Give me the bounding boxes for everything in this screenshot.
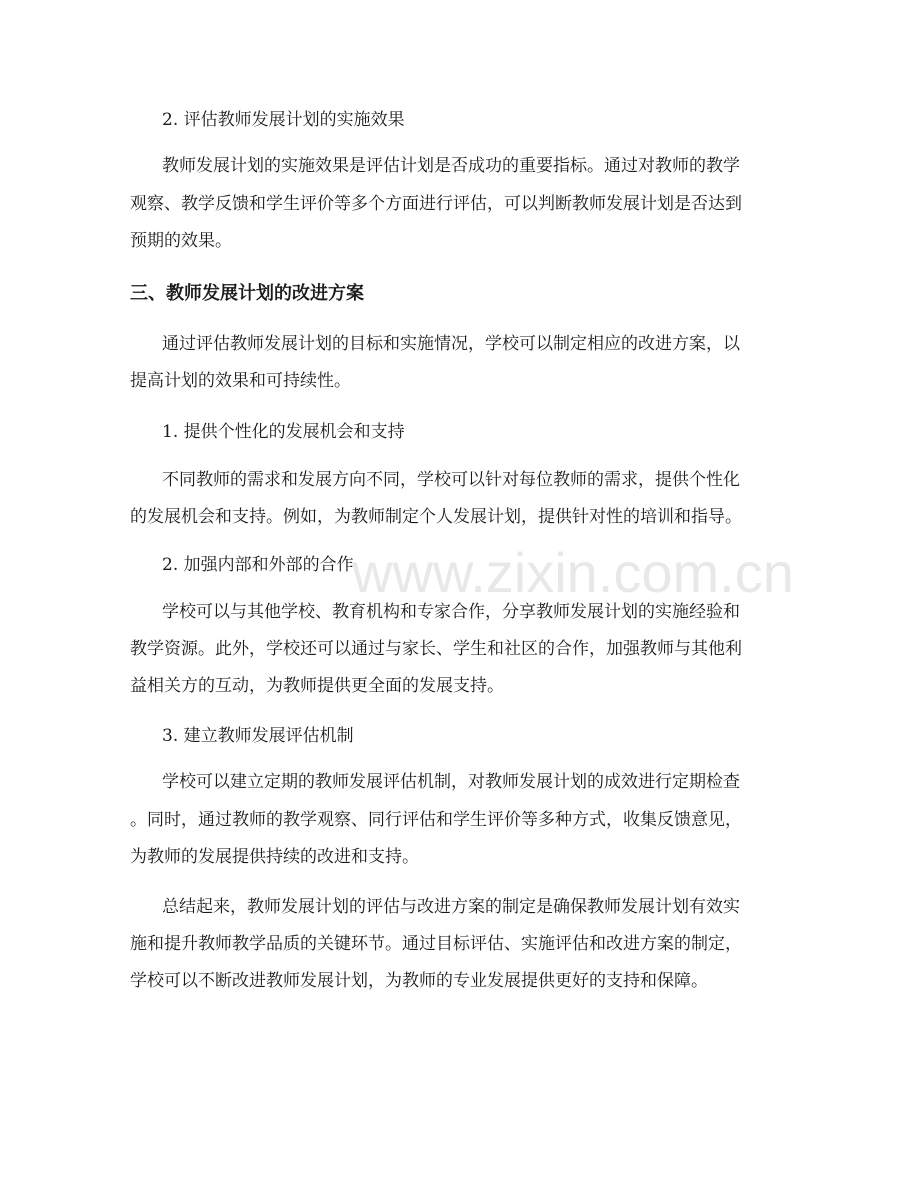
paragraph-line: 。同时，通过教师的教学观察、同行评估和学生评价等多种方式，收集反馈意见， <box>130 810 742 830</box>
paragraph-line: 总结起来，教师发展计划的评估与改进方案的制定是确保教师发展计划有效实 <box>162 897 740 917</box>
subsection-heading: 1. 提供个性化的发展机会和支持 <box>162 422 405 442</box>
subsection-heading: 2. 评估教师发展计划的实施效果 <box>162 110 405 130</box>
paragraph-line: 施和提升教师教学品质的关键环节。通过目标评估、实施评估和改进方案的制定， <box>130 934 742 954</box>
paragraph-line: 预期的效果。 <box>130 231 232 251</box>
paragraph-line: 学校可以与其他学校、教育机构和专家合作，分享教师发展计划的实施经验和 <box>162 602 740 622</box>
paragraph-line: 教学资源。此外，学校还可以通过与家长、学生和社区的合作，加强教师与其他利 <box>130 639 742 659</box>
paragraph-line: 提高计划的效果和可持续性。 <box>130 371 351 391</box>
paragraph-line: 教师发展计划的实施效果是评估计划是否成功的重要指标。通过对教师的教学 <box>162 156 740 176</box>
section-title: 三、教师发展计划的改进方案 <box>130 283 364 304</box>
paragraph-line: 不同教师的需求和发展方向不同，学校可以针对每位教师的需求，提供个性化 <box>162 470 740 490</box>
watermark-text: www.zixin.com.cn <box>352 541 794 604</box>
subsection-heading: 2. 加强内部和外部的合作 <box>162 555 354 575</box>
paragraph-line: 的发展机会和支持。例如，为教师制定个人发展计划，提供针对性的培训和指导。 <box>130 507 742 527</box>
subsection-heading: 3. 建立教师发展评估机制 <box>162 726 354 746</box>
paragraph-line: 通过评估教师发展计划的目标和实施情况，学校可以制定相应的改进方案，以 <box>162 334 740 354</box>
paragraph-line: 为教师的发展提供持续的改进和支持。 <box>130 847 419 867</box>
paragraph-line: 益相关方的互动，为教师提供更全面的发展支持。 <box>130 676 504 696</box>
paragraph-line: 学校可以建立定期的教师发展评估机制，对教师发展计划的成效进行定期检查 <box>162 772 740 792</box>
paragraph-line: 观察、教学反馈和学生评价等多个方面进行评估，可以判断教师发展计划是否达到 <box>130 194 742 214</box>
paragraph-line: 学校可以不断改进教师发展计划，为教师的专业发展提供更好的支持和保障。 <box>130 971 708 991</box>
